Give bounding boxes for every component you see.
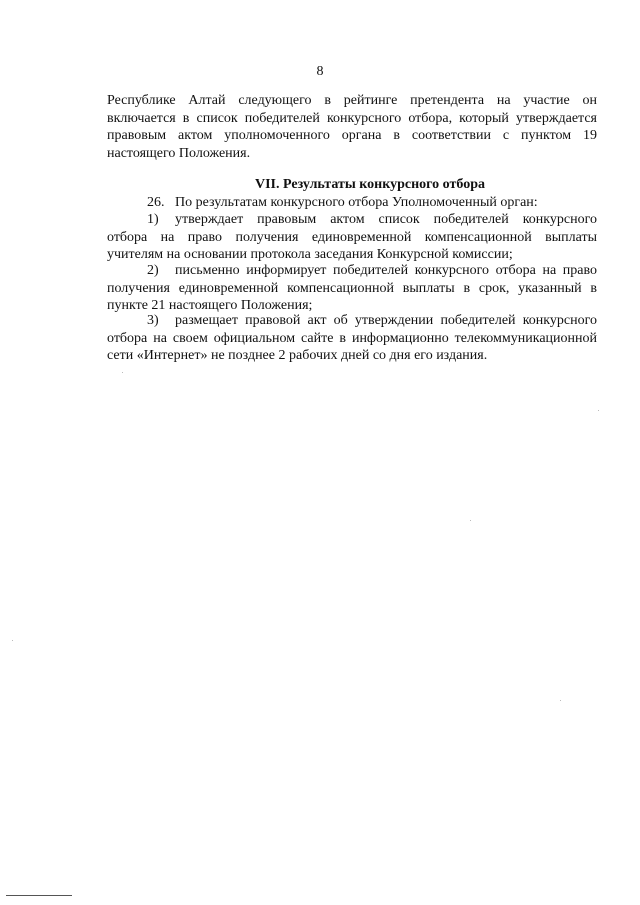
item-number: 2)	[147, 263, 159, 278]
item-first-line	[107, 211, 597, 229]
item-text: утверждает правовым актом список победителей конкурсного	[175, 212, 597, 227]
paragraph-line: отбора на своем официальном сайте в информационно телекоммуникационной	[107, 330, 597, 346]
continuation-paragraph	[107, 92, 597, 162]
scan-speck	[12, 640, 13, 641]
item-first-line	[107, 312, 597, 330]
item-text: размещает правовой акт об утверждении победителей конкурсного	[175, 313, 597, 328]
scan-speck	[560, 700, 561, 701]
paragraph-line: сети «Интернет» не позднее 2 рабочих дней со дня его издания.	[107, 348, 488, 363]
scan-speck	[598, 410, 599, 411]
paragraph-line: правовым актом уполномоченного органа в соответствии с пунктом 19	[107, 128, 597, 143]
item-3	[107, 312, 597, 365]
item-first-line	[107, 194, 597, 212]
scan-speck	[122, 372, 123, 373]
item-1	[107, 211, 597, 264]
item-2	[107, 262, 597, 315]
section-heading: VII. Результаты конкурсного отбора	[255, 177, 485, 192]
item-number: 26.	[147, 195, 165, 210]
item-26	[107, 194, 597, 212]
paragraph-line: Республике Алтай следующего в рейтинге претендента на участие он	[107, 93, 597, 108]
scan-speck	[470, 520, 471, 521]
paragraph-line: получения единовременной компенсационной выплаты в срок, указанный в	[107, 280, 597, 296]
paragraph-line: учителям на основании протокола заседания Конкурсной комиссии;	[107, 247, 513, 262]
footer-rule	[6, 895, 72, 896]
paragraph-line: отбора на право получения единовременной компенсационной выплаты	[107, 229, 597, 245]
item-text: По результатам конкурсного отбора Уполномоченный орган:	[175, 195, 538, 210]
paragraph-line: настоящего Положения.	[107, 145, 251, 161]
item-number: 1)	[147, 212, 159, 227]
paragraph-line: включается в список победителей конкурсного отбора, который утверждается	[107, 110, 597, 126]
item-text: письменно информирует победителей конкурсного отбора на право	[175, 263, 597, 278]
item-number: 3)	[147, 313, 159, 328]
paragraph-line: пункте 21 настоящего Положения;	[107, 298, 313, 313]
page-number: 8	[316, 64, 324, 79]
item-first-line	[107, 262, 597, 280]
